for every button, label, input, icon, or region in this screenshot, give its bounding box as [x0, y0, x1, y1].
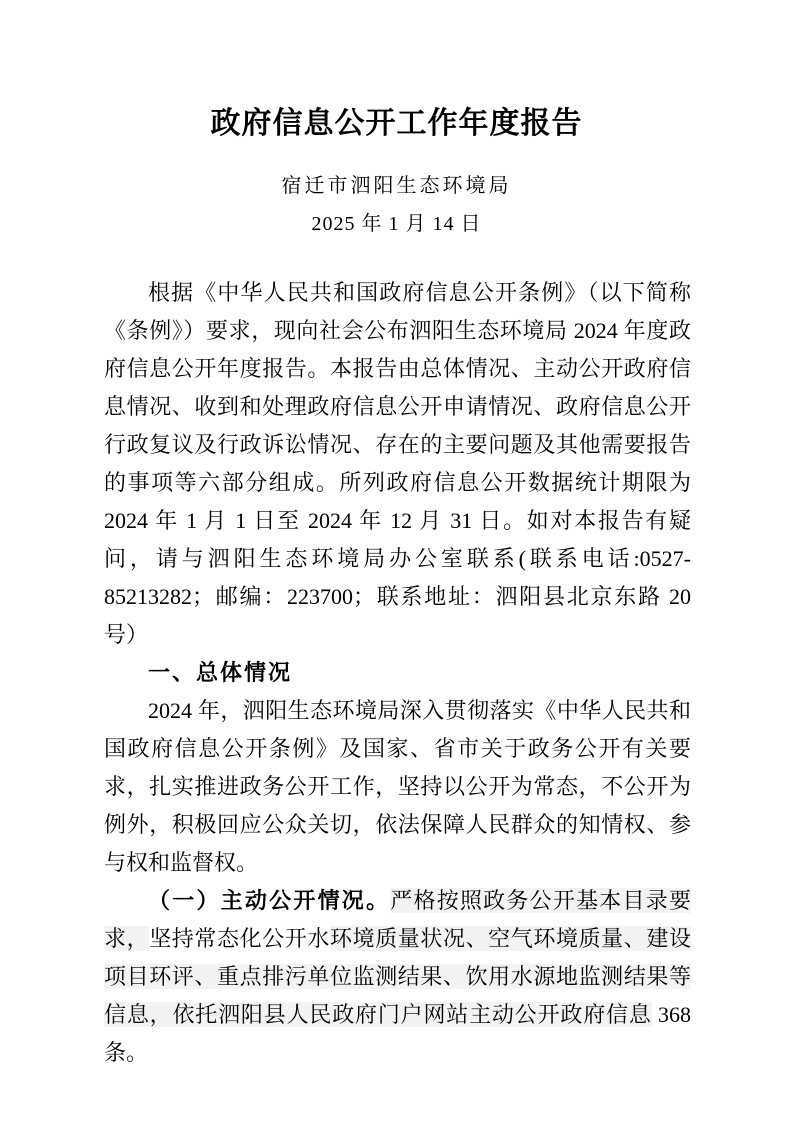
- section-heading: [104, 654, 691, 692]
- paragraph: [104, 274, 691, 654]
- text-segment-normal: 坚持常态化公开水: [149, 926, 330, 951]
- text-segment-normal: 根据《中华人民共和国政府信息公开条例》（以下简称《条例》）要求，现向社会公布泗阳生态环境局 2024 年度政府信息公开年度报告。本报告由总体情况、主动公开政府信息情况、收到和处理政府信息公开申请情况、政府信息公开行政复议及行政诉讼情况、存在的主要问题及其他需要报告的事项等六部分组成。所列政府信息公开数据统计期限为 2024 年 1 月 1 日至 2024 年 12 月 31 日。如对本报告有疑问，请与泗阳生态环境局办公室联系(联系电话:0527-85213282；邮编：223700；联系地址：泗阳县北京东路 20 号）: [104, 280, 691, 647]
- text-segment-highlight: 严格按照政务公开基本目录要求，: [104, 888, 691, 951]
- paragraph: [104, 882, 691, 1072]
- text-segment-highlight: 监测结果、饮用水源地监测结果等信息，: [104, 964, 691, 1027]
- text-segment-subheading: （一）主动公开情况。: [148, 888, 391, 913]
- text-segment-normal: 2024 年，泗阳生态环境局深入贯彻落实《中华人民共和国政府信息公开条例》及国家、省市关于政务公开有关要求，扎实推进政务公开工作，坚持以公开为常态，不公开为例外，积极回应公众关切，依法保障人民群众的知情权、参与权和监督权。: [104, 698, 691, 875]
- text-segment-heading: 一、总体情况: [148, 660, 293, 685]
- document-organization: 宿迁市泗阳生态环境局: [281, 175, 512, 197]
- text-segment-highlight: 依托泗阳县人民政府门户网站主动公开政府信息: [172, 1002, 652, 1027]
- document-title: 政府信息公开工作年度报告: [210, 107, 583, 140]
- document-date: 2025 年 1 月 14 日: [311, 213, 482, 235]
- text-segment-normal: 368 条。: [104, 1002, 691, 1065]
- text-segment-highlight: 环境质量状况、空气环境质量、建设项目环评、重点排污单位: [104, 926, 691, 989]
- paragraph: [104, 692, 691, 882]
- document-body: [0, 274, 793, 1072]
